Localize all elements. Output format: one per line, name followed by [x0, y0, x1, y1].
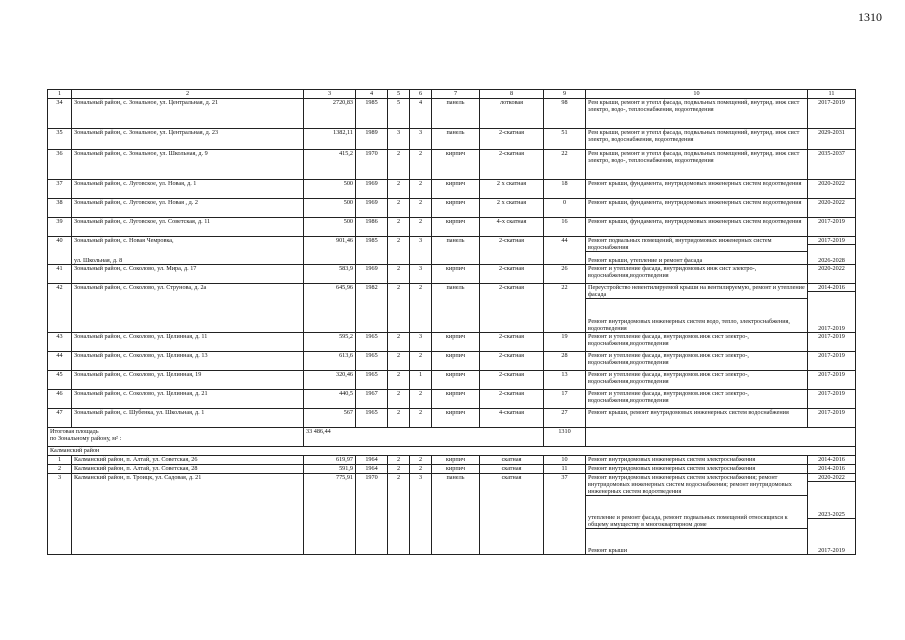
year-built: 1969 [356, 180, 388, 199]
address-line: Зональный район, с. Шубенка, ул. Школьная, д. 1 [74, 409, 205, 416]
total-area: 567 [304, 409, 356, 428]
repair-period-item: 2020-2022 [818, 265, 845, 272]
repair-period-item: 2020-2022 [818, 199, 845, 206]
repair-works [586, 150, 808, 180]
entrances-count: 2 [410, 199, 432, 218]
roof-type: 2-скатная [480, 352, 544, 371]
address-cell [72, 390, 304, 409]
entrances-count: 2 [410, 456, 432, 465]
row-number: 34 [48, 99, 72, 129]
total-label-line: Итоговая площадь [50, 428, 99, 435]
roof-type: скатная [480, 474, 544, 555]
total-area: 500 [304, 218, 356, 237]
total-area: 320,46 [304, 371, 356, 390]
repair-period-item: 2017-2019 [808, 237, 855, 245]
address-cell [72, 465, 304, 474]
address-line: Зональный район, с. Зональное, ул. Центральная, д. 23 [74, 129, 219, 136]
total-area: 500 [304, 199, 356, 218]
address-line: Зональный район, с. Соколово, ул. Целинная, д. 13 [74, 352, 208, 359]
total-label-line: по Зональному району, м² : [50, 435, 122, 442]
year-built: 1964 [356, 456, 388, 465]
table-row [48, 333, 856, 352]
address-cell [72, 371, 304, 390]
address-line: Зональный район, с. Соколово, ул. Целинная, д. 11 [74, 333, 208, 340]
repair-period [808, 456, 856, 465]
floors-count: 2 [388, 218, 410, 237]
address-cell [72, 474, 304, 555]
address-cell [72, 265, 304, 284]
repair-works [586, 409, 808, 428]
table-row [48, 284, 856, 333]
address-cell [72, 456, 304, 465]
residents-count: 27 [544, 409, 586, 428]
repair-work-item: Ремонт крыши, фундамента, внутридомовых инженерных систем водоотведения [588, 199, 802, 206]
total-area: 645,96 [304, 284, 356, 333]
table-row [48, 150, 856, 180]
repair-works [586, 265, 808, 284]
residents-count: 16 [544, 218, 586, 237]
address-line: Зональный район, с. Соколово, ул. Мира, д. 17 [74, 265, 197, 272]
column-number: 8 [480, 90, 544, 99]
floors-count: 2 [388, 352, 410, 371]
wall-material: панель [432, 129, 480, 150]
address-line: Зональный район, с. Луговское, ул. Советская, д. 11 [74, 218, 211, 225]
repair-works [586, 456, 808, 465]
year-built: 1964 [356, 465, 388, 474]
wall-material: панель [432, 474, 480, 555]
year-built: 1969 [356, 199, 388, 218]
address-line: Зональный район, с. Новая Чемровка, [74, 237, 174, 244]
roof-type: 4-скатная [480, 409, 544, 428]
repair-works [586, 99, 808, 129]
column-number: 9 [544, 90, 586, 99]
repair-period-item: 2017-2019 [818, 371, 845, 378]
repair-work-item: Ремонт крыши [588, 547, 628, 554]
repair-work-item: Ремонт и утепление фасада, внутридомовых инж сист электро-, водоснабжения,водоотведения [588, 265, 757, 279]
table-row [48, 199, 856, 218]
floors-count: 2 [388, 180, 410, 199]
repair-period [808, 265, 856, 284]
roof-type: 2-скатная [480, 129, 544, 150]
repair-work-item: Ремонт и утепление фасада, внутридомов.инж сист электро-, водоснабжения,водоотведения [588, 333, 749, 347]
total-area: 500 [304, 180, 356, 199]
wall-material: кирпич [432, 371, 480, 390]
row-number: 2 [48, 465, 72, 474]
entrances-count: 2 [410, 218, 432, 237]
wall-material: кирпич [432, 199, 480, 218]
year-built: 1970 [356, 474, 388, 555]
address-cell [72, 150, 304, 180]
address-line: Зональный район, с. Соколово, ул. Струнова, д. 2а [74, 284, 207, 291]
repair-period-item: 2017-2019 [818, 325, 845, 332]
year-built: 1967 [356, 390, 388, 409]
total-area: 591,9 [304, 465, 356, 474]
residents-count: 0 [544, 199, 586, 218]
total-area: 775,91 [304, 474, 356, 555]
address-cell [72, 218, 304, 237]
address-cell [72, 199, 304, 218]
repair-period-item: 2020-2022 [818, 180, 845, 187]
floors-count: 2 [388, 284, 410, 333]
address-line: Зональный район, с. Луговское, ул. Новая , д. 2 [74, 199, 198, 206]
repair-work-item: Ремонт и утепление фасада, внутридомов.инж сист электро-, водоснабжения,водоотведения [588, 371, 749, 385]
address-cell [72, 284, 304, 333]
roof-type: лотковая [480, 99, 544, 129]
repair-period [808, 199, 856, 218]
capital-repair-register-table [47, 89, 856, 555]
table-row [48, 237, 856, 265]
address-cell [72, 237, 304, 265]
address-cell [72, 99, 304, 129]
residents-count: 28 [544, 352, 586, 371]
wall-material: кирпич [432, 390, 480, 409]
repair-period-item: 2017-2019 [818, 333, 845, 340]
wall-material: панель [432, 284, 480, 333]
address-line: Зональный район, с. Луговское, ул. Новая, д. 1 [74, 180, 197, 187]
table-row [48, 218, 856, 237]
total-area-value: 33 486,44 [304, 428, 544, 447]
floors-count: 2 [388, 409, 410, 428]
column-number-row [48, 90, 856, 99]
table-row [48, 465, 856, 474]
repair-period [808, 99, 856, 129]
repair-period-item: 2017-2019 [818, 390, 845, 397]
table-row [48, 180, 856, 199]
repair-period [808, 371, 856, 390]
repair-period-item: 2026-2028 [818, 257, 845, 264]
entrances-count: 2 [410, 409, 432, 428]
year-built: 1989 [356, 129, 388, 150]
residents-count: 10 [544, 456, 586, 465]
repair-period-item: 2023-2025 [808, 511, 855, 519]
residents-count: 17 [544, 390, 586, 409]
residents-count: 37 [544, 474, 586, 555]
repair-period [808, 284, 856, 333]
roof-type: 2-скатная [480, 333, 544, 352]
floors-count: 5 [388, 99, 410, 129]
entrances-count: 3 [410, 265, 432, 284]
entrances-count: 2 [410, 352, 432, 371]
repair-work-item: Ремонт крыши, ремонт внутридомовых инженерных систем водоснабжения [588, 409, 789, 416]
floors-count: 2 [388, 237, 410, 265]
floors-count: 2 [388, 199, 410, 218]
total-empty-cell [586, 428, 856, 447]
row-number: 42 [48, 284, 72, 333]
repair-work-item: Ремонт крыши, фундамента, внутридомовых инженерных систем водоотведения [588, 180, 802, 187]
column-number: 2 [72, 90, 304, 99]
repair-period [808, 465, 856, 474]
entrances-count: 3 [410, 237, 432, 265]
year-built: 1982 [356, 284, 388, 333]
row-number: 3 [48, 474, 72, 555]
repair-work-item: утепление и ремонт фасада, ремонт подвальных помещений относящихся к общему имуществу в многоквартирном доме [586, 514, 807, 529]
repair-works [586, 129, 808, 150]
entrances-count: 2 [410, 180, 432, 199]
address-line: Калманский район, п. Алтай, ул. Советская, 26 [74, 456, 198, 463]
total-area: 901,46 [304, 237, 356, 265]
row-number: 36 [48, 150, 72, 180]
repair-works [586, 371, 808, 390]
repair-period-item: 2017-2019 [818, 352, 845, 359]
repair-works [586, 218, 808, 237]
wall-material: кирпич [432, 150, 480, 180]
address-cell [72, 352, 304, 371]
residents-count: 98 [544, 99, 586, 129]
floors-count: 3 [388, 129, 410, 150]
row-number: 43 [48, 333, 72, 352]
column-number: 3 [304, 90, 356, 99]
column-number: 4 [356, 90, 388, 99]
floors-count: 2 [388, 333, 410, 352]
wall-material: кирпич [432, 218, 480, 237]
wall-material: кирпич [432, 333, 480, 352]
entrances-count: 2 [410, 390, 432, 409]
repair-period-item: 2020-2022 [808, 474, 855, 482]
repair-works [586, 237, 808, 265]
year-built: 1985 [356, 237, 388, 265]
total-area: 595,2 [304, 333, 356, 352]
page-number: 1310 [858, 10, 882, 24]
entrances-count: 4 [410, 99, 432, 129]
total-area: 2720,83 [304, 99, 356, 129]
repair-work-item: Ремонт и утепление фасада, внутридомов.инж сист электро-, водоснабжения,водоотведения [588, 390, 749, 404]
repair-works [586, 390, 808, 409]
repair-period-item: 2014-2016 [818, 456, 845, 463]
roof-type: 2-скатная [480, 237, 544, 265]
entrances-count: 3 [410, 333, 432, 352]
row-number: 37 [48, 180, 72, 199]
column-number: 7 [432, 90, 480, 99]
residents-count: 19 [544, 333, 586, 352]
residents-count: 44 [544, 237, 586, 265]
column-number: 10 [586, 90, 808, 99]
repair-period [808, 352, 856, 371]
wall-material: кирпич [432, 180, 480, 199]
total-area: 583,9 [304, 265, 356, 284]
residents-count: 22 [544, 284, 586, 333]
repair-work-item: Ремонт внутридомовых инженерных систем электроснабжения [588, 456, 756, 463]
repair-work-item: Ремонт подвальных помещений, внутридомовых инженерных систем водоснабжения [586, 237, 807, 252]
repair-period [808, 474, 856, 555]
roof-type: скатная [480, 465, 544, 474]
roof-type: скатная [480, 456, 544, 465]
table-row [48, 99, 856, 129]
year-built: 1965 [356, 333, 388, 352]
repair-work-item: Ремонт крыши, фундамента, внутридомовых инженерных систем водоотведения [588, 218, 802, 225]
repair-works [586, 465, 808, 474]
repair-period [808, 180, 856, 199]
wall-material: панель [432, 237, 480, 265]
repair-work-item: Рем крыши, ремонт и утепл фасада, подвальных помещений, внутрид. инж сист электро, водо-, теплоснабжения, водоотведения [588, 99, 800, 113]
row-number: 45 [48, 371, 72, 390]
year-built: 1969 [356, 265, 388, 284]
table-body [48, 90, 856, 555]
residents-count: 18 [544, 180, 586, 199]
residents-count: 22 [544, 150, 586, 180]
roof-type: 2 х скатная [480, 180, 544, 199]
year-built: 1985 [356, 99, 388, 129]
residents-count: 13 [544, 371, 586, 390]
table-row [48, 352, 856, 371]
repair-period [808, 390, 856, 409]
repair-work-item: Ремонт внутридомовых инженерных систем электроснабжения; ремонт внутридомовых инженерных систем водоснабжения; ремонт внутридомовых инженерных систем водоотведения [586, 474, 807, 496]
column-number: 5 [388, 90, 410, 99]
column-number: 1 [48, 90, 72, 99]
row-number: 39 [48, 218, 72, 237]
repair-period-item: 2017-2019 [818, 99, 845, 106]
total-area: 415,2 [304, 150, 356, 180]
total-residents-value: 1310 [544, 428, 586, 447]
total-area: 613,6 [304, 352, 356, 371]
floors-count: 2 [388, 474, 410, 555]
address-line: Зональный район, с. Соколово, ул. Целинная, д. 21 [74, 390, 208, 397]
entrances-count: 3 [410, 129, 432, 150]
roof-type: 2 х скатная [480, 199, 544, 218]
roof-type: 2-скатная [480, 284, 544, 333]
address-line: Калманский район, п. Алтай, ул. Советская, 28 [74, 465, 198, 472]
repair-period-item: 2017-2019 [818, 409, 845, 416]
address-line: Зональный район, с. Соколово, ул. Целинная, 19 [74, 371, 202, 378]
roof-type: 4-х скатная [480, 218, 544, 237]
repair-period [808, 333, 856, 352]
row-number: 38 [48, 199, 72, 218]
repair-period-item: 2017-2019 [818, 218, 845, 225]
repair-works [586, 333, 808, 352]
entrances-count: 1 [410, 371, 432, 390]
floors-count: 2 [388, 390, 410, 409]
repair-work-item: Рем крыши, ремонт и утепл фасада, подвальных помещений, внутрид. инж сист электро, водо-, теплоснабжения, водоотведения [588, 150, 800, 164]
entrances-count: 2 [410, 465, 432, 474]
row-number: 46 [48, 390, 72, 409]
year-built: 1965 [356, 409, 388, 428]
column-number: 6 [410, 90, 432, 99]
table-row [48, 371, 856, 390]
repair-work-item: Ремонт внутридомовых инженерных систем водо, тепло, электроснабжения, водоотведения [588, 318, 790, 332]
residents-count: 26 [544, 265, 586, 284]
address-cell [72, 180, 304, 199]
repair-work-item: Ремонт крыши, утепление и ремонт фасада [588, 257, 703, 264]
repair-work-item: Рем крыши, ремонт и утепл фасада, подвальных помещений, внутрид. инж сист электро, водоснабжения, водоотведения [588, 129, 800, 143]
district-title-row [48, 447, 856, 456]
address-line: Калманский район, п. Троицк, ул. Садовая, д. 21 [74, 474, 202, 481]
row-number: 35 [48, 129, 72, 150]
total-row [48, 428, 856, 447]
roof-type: 2-скатная [480, 390, 544, 409]
roof-type: 2-скатная [480, 150, 544, 180]
year-built: 1965 [356, 371, 388, 390]
year-built: 1965 [356, 352, 388, 371]
residents-count: 11 [544, 465, 586, 474]
wall-material: панель [432, 99, 480, 129]
wall-material: кирпич [432, 265, 480, 284]
repair-work-item: Переустройство невентилируемой крыши на вентилируемую, ремонт и утепление фасада [586, 284, 807, 299]
floors-count: 2 [388, 371, 410, 390]
address-line: Зональный район, с. Зональное, ул. Центральная, д. 21 [74, 99, 219, 106]
floors-count: 2 [388, 265, 410, 284]
total-area: 1382,11 [304, 129, 356, 150]
repair-works [586, 199, 808, 218]
district-title: Калманский район [48, 447, 856, 456]
total-area: 619,97 [304, 456, 356, 465]
wall-material: кирпич [432, 409, 480, 428]
year-built: 1970 [356, 150, 388, 180]
repair-period [808, 409, 856, 428]
entrances-count: 3 [410, 474, 432, 555]
table-row [48, 456, 856, 465]
column-number: 11 [808, 90, 856, 99]
entrances-count: 2 [410, 150, 432, 180]
total-label [48, 428, 304, 447]
repair-period [808, 218, 856, 237]
roof-type: 2-скатная [480, 265, 544, 284]
table-row [48, 409, 856, 428]
repair-period-item: 2035-2037 [818, 150, 845, 157]
repair-period-item: 2014-2016 [808, 284, 855, 292]
repair-period-item: 2029-2031 [818, 129, 845, 136]
wall-material: кирпич [432, 352, 480, 371]
repair-period [808, 237, 856, 265]
row-number: 40 [48, 237, 72, 265]
wall-material: кирпич [432, 465, 480, 474]
row-number: 44 [48, 352, 72, 371]
floors-count: 2 [388, 465, 410, 474]
table-row [48, 390, 856, 409]
floors-count: 2 [388, 456, 410, 465]
address-cell [72, 409, 304, 428]
address-cell [72, 129, 304, 150]
year-built: 1986 [356, 218, 388, 237]
row-number: 47 [48, 409, 72, 428]
repair-work-item: Ремонт и утепление фасада, внутридомов.инж сист электро-, водоснабжения,водоотведения [588, 352, 749, 366]
roof-type: 2-скатная [480, 371, 544, 390]
wall-material: кирпич [432, 456, 480, 465]
repair-works [586, 474, 808, 555]
address-cell [72, 333, 304, 352]
repair-works [586, 284, 808, 333]
repair-work-item: Ремонт внутридомовых инженерных систем электроснабжения [588, 465, 756, 472]
address-line: Зональный район, с. Зональное, ул. Школьная, д. 9 [74, 150, 208, 157]
repair-period-item: 2017-2019 [818, 547, 845, 554]
floors-count: 2 [388, 150, 410, 180]
repair-works [586, 180, 808, 199]
repair-period-item: 2014-2016 [818, 465, 845, 472]
entrances-count: 2 [410, 284, 432, 333]
repair-period [808, 150, 856, 180]
table-row [48, 474, 856, 555]
repair-period [808, 129, 856, 150]
address-line: ул. Школьная, д. 8 [74, 257, 123, 264]
row-number: 1 [48, 456, 72, 465]
residents-count: 51 [544, 129, 586, 150]
table-row [48, 265, 856, 284]
row-number: 41 [48, 265, 72, 284]
table-row [48, 129, 856, 150]
total-area: 440,5 [304, 390, 356, 409]
repair-works [586, 352, 808, 371]
